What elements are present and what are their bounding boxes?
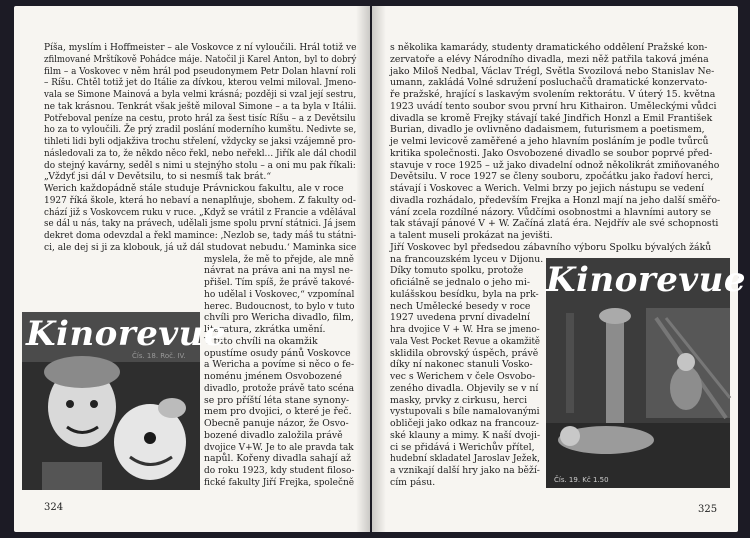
- text-line: divadlo, protože právě tato scéna: [204, 382, 354, 394]
- kinorevue-clowns-photo: [22, 312, 227, 490]
- text-line: fické fakulty Jiří Frejka, společně: [204, 476, 355, 488]
- text-line: hra dvojice V + W. Hra se jmeno-: [390, 324, 540, 335]
- text-line: – Ríšu. Chtěl totiž jet do Itálie za dívkou, kterou velmi miloval. Jmeno-: [44, 77, 357, 89]
- text-line: Burian, divadlo je ovlivněno dadaismem, futurismem a poetismem,: [390, 124, 705, 136]
- text-line: vala se Simone Mainová a byla velmi krásná; později si vzal její sestru,: [44, 89, 357, 100]
- kinorevue-credit-left: Čís. 18. Roč. IV.: [132, 352, 186, 360]
- kinorevue-title-left: Kinorevue: [26, 314, 227, 354]
- text-line: V tuto chvíli na okamžik: [204, 335, 318, 347]
- right-page: [372, 6, 747, 532]
- text-line: vala Vest Pocket Revue a okamžitě: [390, 335, 540, 347]
- text-line: cím pásu.: [390, 476, 436, 488]
- text-line: Potřeboval peníze na cestu, proto hrál za šest tisíc Ríšu – a z Devětsilu: [44, 112, 356, 124]
- text-line: s několika kamarády, studenty dramatického oddělení Pražské kon-: [390, 42, 708, 53]
- text-line: napůl. Kořeny divadla sahají až: [204, 453, 352, 465]
- text-line: Werich každopádně stále studuje Právnickou fakultu, ale v roce: [44, 183, 344, 194]
- page-number-left: 324: [44, 502, 64, 513]
- kinorevue-fight-photo: [546, 258, 747, 488]
- text-line: následovali za to, že někdo něco řekl, nebo neřekl… Jiřík ale dál chodil: [44, 147, 357, 159]
- text-line: na francouzském lyceu v Dijonu.: [390, 253, 544, 265]
- text-line: a Wericha a povíme si něco o fe-: [204, 359, 355, 371]
- text-line: Devětsilu. V roce 1927 se členy souboru, zpočátku jako řadoví herci,: [390, 171, 714, 183]
- text-line: zfilmované Mrštíkově Pohádce máje. Natočil ji Karel Anton, byl to dobrý: [44, 53, 357, 65]
- text-line: zervatoře a elévy Národního divadla, mezi něž patřila taková jména: [390, 53, 709, 65]
- text-line: chvíli pro Wericha divadlo, film,: [204, 312, 354, 324]
- text-line: vec s Werichem v čele Osvobo-: [390, 371, 536, 382]
- page-number-right: 325: [698, 504, 718, 515]
- text-line: hudební skladatel Jaroslav Ježek,: [390, 453, 540, 465]
- text-line: do stejný kavárny, seděl s nimi u stejnýho stolu – a oni mu pak říkali:: [44, 159, 356, 171]
- text-line: Obecně panuje názor, že Osvo-: [204, 418, 349, 429]
- gutter-shadow: [356, 6, 370, 532]
- text-line: noménu jménem Osvobozené: [204, 371, 342, 382]
- text-line: ho za to vyloučili. Že prý zradil poslání moderního kumštu. Nedivte se,: [44, 124, 357, 136]
- kinorevue-title-right: Kinorevue: [546, 260, 747, 300]
- text-line: nech Umělecké besedy v roce: [390, 300, 531, 312]
- text-line: ské klauny a mimy. K naší dvoji-: [390, 429, 541, 441]
- text-line: literatura, zkrátka umění.: [204, 324, 326, 335]
- text-line: 1927 říká škole, která ho nebaví a nenaplňuje, sbohem. Z fakulty od-: [44, 194, 356, 206]
- text-line: Jiří Voskovec byl předsedou zábavního výboru Spolku bývalých žáků: [390, 241, 712, 253]
- text-line: film – a Voskovec v něm hrál pod pseudonymem Petr Dolan hlavní roli: [44, 65, 356, 77]
- text-line: návrat na práva ani na mysl ne-: [204, 265, 353, 277]
- text-line: obličeji jako odkaz na francouz-: [390, 418, 539, 429]
- text-line: 1927 uvedena první divadelní: [390, 312, 530, 324]
- text-line: stavuje v roce 1925 – už jako divadelní odnož několikrát zmiňovaného: [390, 159, 720, 171]
- text-line: herec. Budoucnost, to bylo v tuto: [204, 300, 355, 312]
- text-line: zeného divadla. Objevily se v ní: [390, 382, 539, 394]
- text-line: opustíme osudy pánů Voskovce: [204, 347, 351, 359]
- text-line: ci, ale dej si ji za klobouk, já už dál studovat nebudu.‘ Maminka sice: [44, 241, 357, 253]
- text-line: mem pro dvojici, o které je řeč.: [204, 406, 352, 418]
- text-line: vání zcela rozdílné názory. Vůdčími osobnostmi a hlavními autory se: [390, 206, 711, 218]
- text-line: přišel. Tím spíš, že právě takové-: [204, 277, 355, 288]
- text-line: tihleti lidi byli odjakživa trochu střelení, vždycky se jaksi vzájemně pro-: [44, 136, 356, 147]
- text-line: a talent museli prokázat na jevišti.: [390, 230, 553, 241]
- text-line: tak stávají pánové V + W. Začíná zlatá éra. Nejdřív ale své schopnosti: [390, 218, 719, 230]
- text-line: kulášskou besídku, byla na prk-: [390, 288, 539, 300]
- text-line: vystupovali s bíle namalovanými: [390, 406, 540, 418]
- text-line: sklidila obrovský úspěch, právě: [390, 347, 539, 359]
- text-line: ne tak krásnou. Tenkrát však ještě miloval Simone – a ta byla v Itálii.: [44, 100, 357, 112]
- text-line: bozené divadlo založila právě: [204, 429, 343, 441]
- text-line: je velmi levicově zaměřené a jeho hlavním posláním je podle tvůrců: [390, 136, 709, 147]
- text-line: dekret doma odevzdal a řekl mamince: ‚Nezlob se, tady máš tu státni-: [44, 230, 357, 241]
- text-line: ci se přidává i Werichův přítel,: [390, 441, 535, 453]
- text-line: Díky tomuto spolku, protože: [390, 265, 524, 277]
- text-line: 1923 uvádí tento soubor svou první hru Kithairon. Uměleckými vůdci: [390, 100, 717, 112]
- text-line: „Vždyť jsi dál v Devětsilu, to si nesmíš tak brát.“: [44, 171, 272, 183]
- text-line: kritika společnosti. Jako Osvobozené divadlo se soubor poprvé před-: [390, 147, 713, 159]
- text-line: stávají i Voskovec a Werich. Velmi brzy po jejich nástupu se vedení: [390, 183, 705, 194]
- text-line: jako Miloš Nedbal, Václav Trégl, Světla Svozilová nebo Stanislav Ne-: [390, 65, 715, 77]
- text-line: chází již s Voskovcem ruku v ruce. „Když se vrátil z Francie a vdělával: [44, 206, 356, 218]
- text-line: do roku 1923, kdy student filoso-: [204, 465, 355, 476]
- text-line: díky ní nakonec stanuli Vosko-: [390, 359, 533, 371]
- text-line: divadla se kromě Frejky stávají také Jindřich Honzl a Emil František: [390, 112, 713, 124]
- kinorevue-credit-right: Čís. 19. Kč 1.50: [554, 476, 609, 484]
- left-page: [14, 6, 370, 532]
- text-line: umann, zakládá Volné sdružení posluchačů dramatické konzervato-: [390, 77, 708, 89]
- text-line: se pro příští léta stane synony-: [204, 394, 350, 406]
- text-line: se dál u nás, taky na právech, udělali jsme spolu první státnici. Já jsem: [44, 218, 356, 230]
- text-line: a vznikají další hry jako na běží-: [390, 465, 540, 476]
- text-line: masky, prvky z cirkusu, herci: [390, 394, 528, 406]
- text-line: ře pražské, hrající s laskavým svolením rektorátu. V úterý 15. května: [390, 89, 716, 100]
- text-line: dvojice V+W. Je to ale pravda tak: [204, 441, 354, 453]
- text-line: oficiálně se jednalo o jeho mi-: [390, 277, 530, 288]
- text-line: divadla rozhádalo, především Frejka a Honzl mají na jeho další směřo-: [390, 194, 721, 206]
- gutter-shadow: [372, 6, 386, 532]
- text-line: ho udělal i Voskovec,“ vzpomínal: [204, 288, 355, 300]
- text-line: myslela, že mě to přejde, ale mně: [204, 253, 355, 265]
- text-line: Píša, myslím i Hoffmeister – ale Voskovce z ní vyloučili. Hrál totiž ve: [44, 42, 357, 53]
